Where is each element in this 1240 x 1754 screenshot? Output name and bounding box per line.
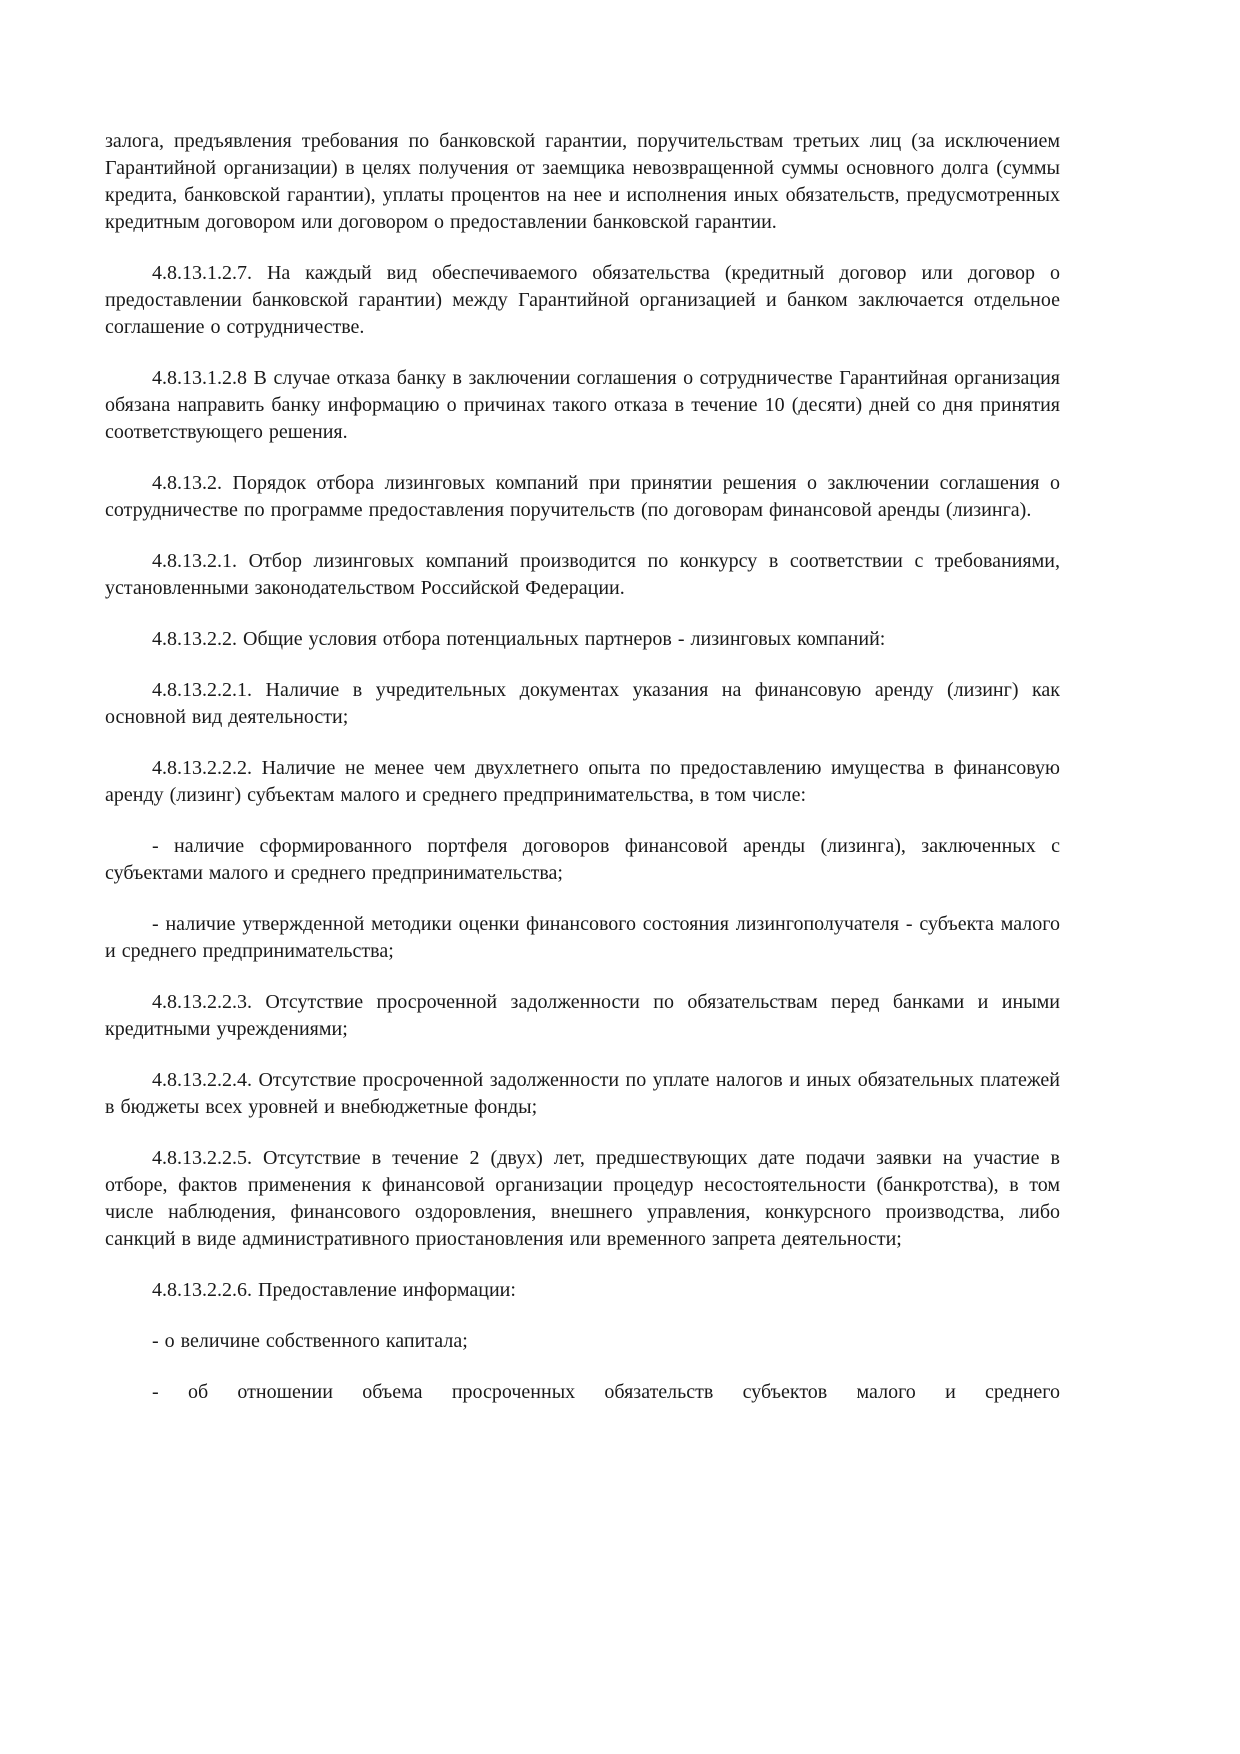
list-item-dash-3: - о величине собственного капитала;	[152, 1330, 468, 1352]
paragraph-4-8-13-2-2-5: 4.8.13.2.2.5. Отсутствие в течение 2 (двух) лет, предшествующих дате подачи заявки на участие в отборе, фактов применения к финансовой организации процедур несостоятельности (банкротства), в том числе наблюдения, финансового оздоровления, внешнего управления, конкурсного производства, либо санкций в виде административного приостановления или временного запрета деятельности;	[105, 1147, 1060, 1250]
paragraph-4-8-13-2-2-4: 4.8.13.2.2.4. Отсутствие просроченной задолженности по уплате налогов и иных обязательных платежей в бюджеты всех уровней и внебюджетные фонды;	[105, 1069, 1060, 1118]
paragraph-4-8-13-2-2-2: 4.8.13.2.2.2. Наличие не менее чем двухлетнего опыта по предоставлению имущества в финансовую аренду (лизинг) субъектам малого и среднего предпринимательства, в том числе:	[105, 757, 1060, 806]
paragraph-4-8-13-1-2-8: 4.8.13.1.2.8 В случае отказа банку в заключении соглашения о сотрудничестве Гарантийная организация обязана направить банку информацию о причинах такого отказа в течение 10 (десяти) дней со дня принятия соответствующего решения.	[105, 367, 1060, 443]
paragraph-4-8-13-2-1: 4.8.13.2.1. Отбор лизинговых компаний производится по конкурсу в соответствии с требованиями, установленными законодательством Российской Федерации.	[105, 550, 1060, 599]
list-item-dash-4: - об отношении объема просроченных обязательств субъектов малого и среднего	[152, 1381, 1060, 1403]
paragraph-4-8-13-1-2-7: 4.8.13.1.2.7. На каждый вид обеспечиваемого обязательства (кредитный договор или договор о предоставлении банковской гарантии) между Гарантийной организацией и банком заключается отдельное соглашение о сотрудничестве.	[105, 262, 1060, 338]
paragraph-4-8-13-2-2: 4.8.13.2.2. Общие условия отбора потенциальных партнеров - лизинговых компаний:	[152, 628, 886, 650]
paragraph-4-8-13-2: 4.8.13.2. Порядок отбора лизинговых компаний при принятии решения о заключении соглашения о сотрудничестве по программе предоставления поручительств (по договорам финансовой аренды (лизинга).	[105, 472, 1060, 521]
list-item-dash-2: - наличие утвержденной методики оценки финансового состояния лизингополучателя - субъекта малого и среднего предпринимательства;	[105, 913, 1060, 962]
paragraph-4-8-13-2-2-1: 4.8.13.2.2.1. Наличие в учредительных документах указания на финансовую аренду (лизинг) как основной вид деятельности;	[105, 679, 1060, 728]
list-item-dash-1: - наличие сформированного портфеля договоров финансовой аренды (лизинга), заключенных с субъектами малого и среднего предпринимательства;	[105, 835, 1060, 884]
paragraph-4-8-13-2-2-3: 4.8.13.2.2.3. Отсутствие просроченной задолженности по обязательствам перед банками и иными кредитными учреждениями;	[105, 991, 1060, 1040]
paragraph-4-8-13-2-2-6: 4.8.13.2.2.6. Предоставление информации:	[152, 1279, 516, 1301]
paragraph-continuation: залога, предъявления требования по банковской гарантии, поручительствам третьих лиц (за исключением Гарантийной организации) в целях получения от заемщика невозвращенной суммы основного долга (суммы кредита, банковской гарантии), уплаты процентов на нее и исполнения иных обязательств, предусмотренных кредитным договором или договором о предоставлении банковской гарантии.	[105, 130, 1060, 233]
